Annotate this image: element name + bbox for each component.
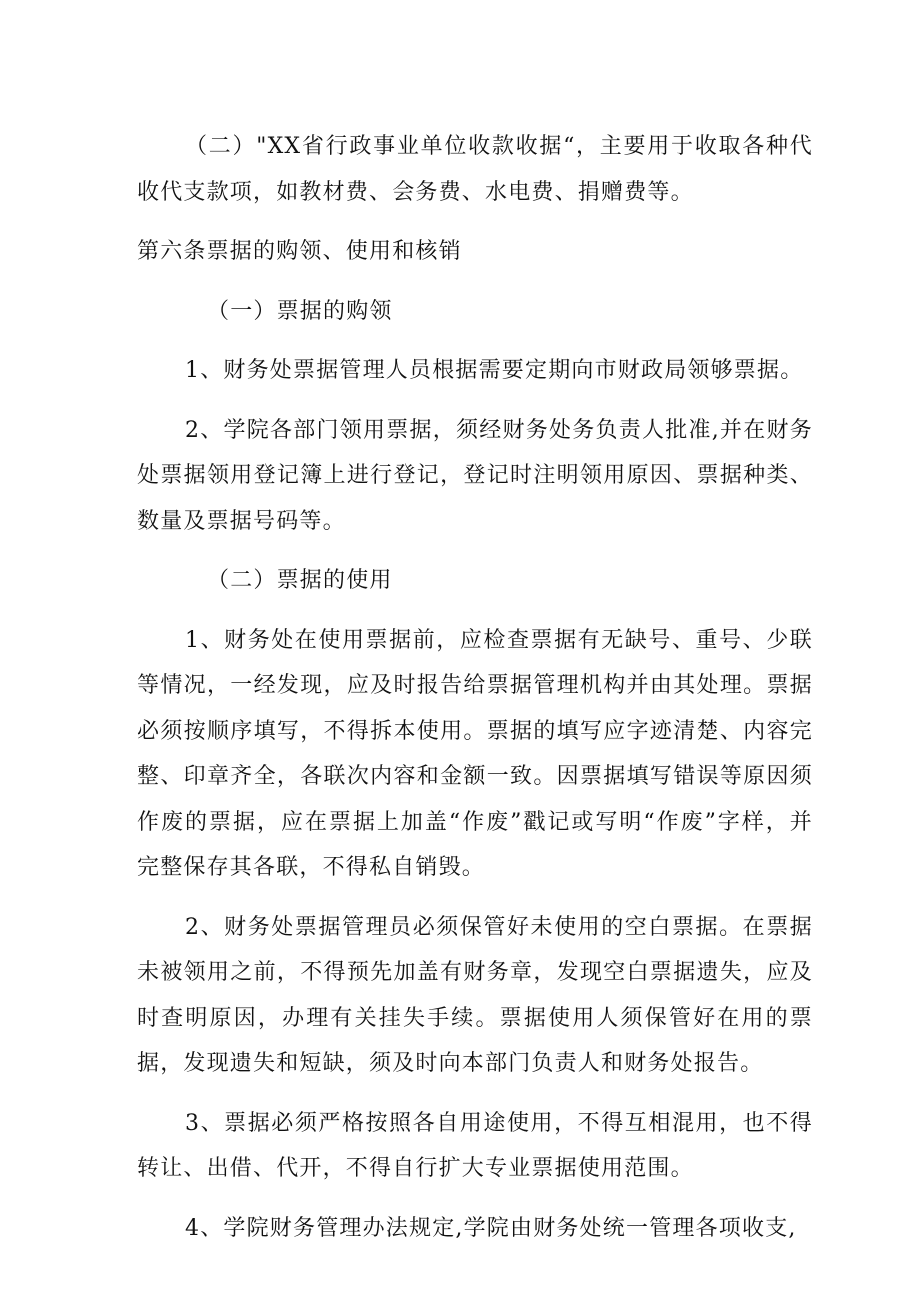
paragraph-usage-2: 2、财务处票据管理员必须保管好未使用的空白票据。在票据未被领用之前，不得预先加盖有财务章，发现空白票据遗失，应及时查明原因，办理有关挂失手续。票据使用人须保管好在用的票据，发现遗失和短缺，须及时向本部门负责人和财务处报告。	[137, 914, 813, 1076]
paragraph-purchase-1: 1、财务处票据管理人员根据需要定期向市财政局领够票据。	[185, 358, 804, 383]
paragraph-purchase-2: 2、学院各部门领用票据，须经财务处务负责人批准,并在财务处票据领用登记簿上进行登记，登记时注明领用原因、票据种类、数量及票据号码等。	[137, 417, 813, 534]
section-purchase-heading: （一）票据的购领	[207, 298, 393, 324]
paragraph-usage-3: 3、票据必须严格按照各自用途使用，不得互相混用，也不得转让、出借、代开，不得自行扩大专业票据使用范围。	[137, 1110, 813, 1181]
paragraph-usage-1: 1、财务处在使用票据前，应检查票据有无缺号、重号、少联等情况，一经发现，应及时报告给票据管理机构并由其处理。票据必须按顺序填写，不得拆本使用。票据的填写应字迹清楚、内容完整、印章齐全，各联次内容和金额一致。因票据填写错误等原因须作废的票据，应在票据上加盖“作废”戳记或写明“作废”字样，并完整保存其各联，不得私自销毁。	[137, 627, 813, 880]
paragraph-usage-4: 4、学院财务管理办法规定,学院由财务处统一管理各项收支,	[185, 1215, 797, 1241]
article-6-heading: 第六条票据的购领、使用和核销	[137, 239, 462, 264]
paragraph-receipt-type-2: （二）"XX省行政事业单位收款收据“，主要用于收取各种代收代支款项，如教材费、会务费、水电费、捐赠费等。	[137, 134, 813, 205]
document-body	[137, 124, 813, 1251]
section-usage-heading: （二）票据的使用	[207, 568, 393, 593]
